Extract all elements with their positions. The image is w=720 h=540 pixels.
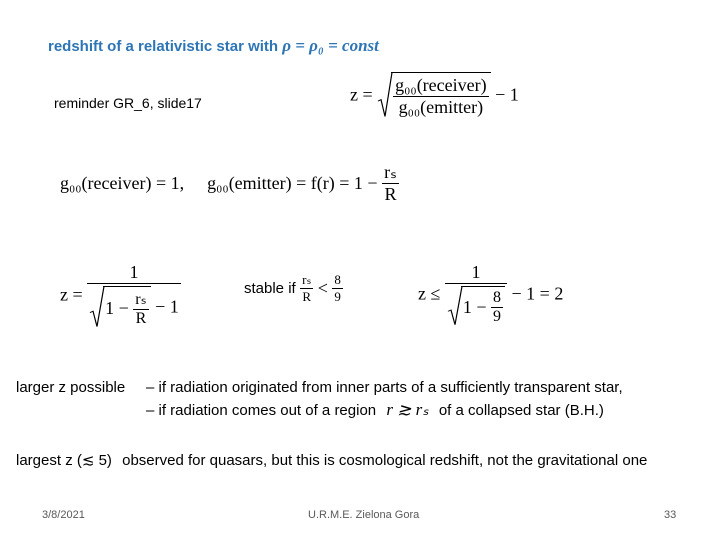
largest-z-label: largest z (≲ 5) xyxy=(16,452,112,469)
stable-frac-den: R xyxy=(300,288,313,305)
sqrt-icon xyxy=(89,286,105,328)
redshift-formula xyxy=(350,72,519,118)
eq1-tail: − 1 xyxy=(495,84,519,105)
redshift-limit-formula xyxy=(418,262,563,326)
metric-components xyxy=(60,162,399,205)
reminder-note: reminder GR_6, slide17 xyxy=(54,95,202,111)
larger-z-item-2 xyxy=(146,400,604,420)
larger-z-label: larger z possible xyxy=(16,379,126,396)
sqrt-icon xyxy=(377,72,393,118)
eq3-inner-den: R xyxy=(133,309,148,328)
eq2-frac-den: R xyxy=(382,183,399,205)
stable-val-den: 9 xyxy=(334,289,341,304)
footer-page-number: 33 xyxy=(664,509,677,521)
eq4-inner-one: 1 − xyxy=(462,297,487,317)
eq4-tail: − 1 = 2 xyxy=(511,283,564,304)
eq1-denominator: g₀₀(emitter) xyxy=(393,96,489,118)
eq3-tail: − 1 xyxy=(155,296,179,317)
largest-z-text: observed for quasars, but this is cosmological redshift, not the gravitational one xyxy=(122,452,648,469)
stable-val-num: 8 xyxy=(334,272,341,287)
stable-frac-num: rₛ xyxy=(302,272,312,287)
footer-organization: U.R.M.E. Zielona Gora xyxy=(308,509,420,521)
larger-z-item-2-a: – if radiation comes out of a region xyxy=(146,402,377,419)
slide-title xyxy=(48,36,379,56)
eq1-sqrt xyxy=(377,72,491,118)
eq3-lhs: z = xyxy=(60,284,83,305)
footer-date: 3/8/2021 xyxy=(42,509,85,521)
redshift-star-formula xyxy=(60,262,181,328)
title-text: redshift of a relativistic star with xyxy=(48,38,283,55)
eq1-lhs: z = xyxy=(350,84,373,105)
eq4-sqrt xyxy=(447,286,505,326)
larger-z-item-2-math: r ≳ rₛ xyxy=(386,400,429,419)
stable-rel: < xyxy=(317,278,328,298)
eq4-numerator: 1 xyxy=(471,262,481,282)
eq2-frac-num: rₛ xyxy=(384,162,397,182)
larger-z-item-1: – if radiation originated from inner parts of a sufficiently transparent star, xyxy=(146,379,623,396)
eq3-numerator: 1 xyxy=(129,262,139,282)
eq4-inner-den: 9 xyxy=(493,308,502,325)
eq2-part2: g₀₀(emitter) = f(r) = 1 − xyxy=(207,173,378,193)
eq4-inner-num: 8 xyxy=(493,289,502,306)
stability-condition xyxy=(244,272,343,305)
eq1-numerator: g₀₀(receiver) xyxy=(395,75,487,95)
title-math: ρ = ρ₀ = const xyxy=(282,36,379,55)
eq2-part1: g₀₀(receiver) = 1, xyxy=(60,173,185,193)
eq3-inner-one: 1 − xyxy=(105,298,129,318)
eq3-sqrt xyxy=(89,286,150,328)
sqrt-icon xyxy=(447,286,463,326)
stable-text: stable if xyxy=(244,280,296,297)
larger-z-item-2-b: of a collapsed star (B.H.) xyxy=(438,402,604,419)
eq3-inner-num: rₛ xyxy=(135,291,147,308)
eq4-lhs: z ≤ xyxy=(418,283,441,304)
largest-z-line xyxy=(16,451,647,469)
